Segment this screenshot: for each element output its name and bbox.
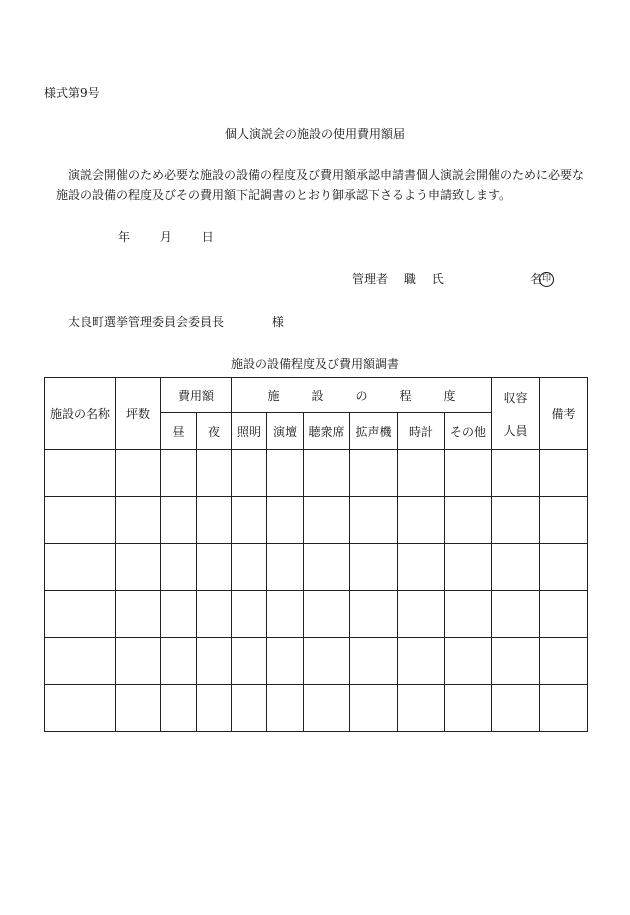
header-cost: 費用額	[161, 378, 232, 413]
table-cell[interactable]	[232, 450, 267, 497]
body-text-line-1: 演説会開催のため必要な施設の設備の程度及び費用額承認申請書個人演説会開催のために必要な	[68, 168, 585, 182]
table-cell[interactable]	[267, 497, 304, 544]
table-cell[interactable]	[45, 638, 116, 685]
header-capacity	[492, 378, 540, 450]
table-cell[interactable]	[197, 450, 232, 497]
date-month: 月	[159, 230, 172, 244]
table-cell[interactable]	[540, 497, 588, 544]
table-cell[interactable]	[398, 450, 445, 497]
table-cell[interactable]	[350, 497, 398, 544]
table-cell[interactable]	[304, 497, 350, 544]
date-year: 年	[118, 230, 131, 244]
seal-mark: 印	[539, 272, 554, 287]
table-cell[interactable]	[445, 591, 492, 638]
table-cell[interactable]	[350, 544, 398, 591]
table-cell[interactable]	[492, 591, 540, 638]
table-cell[interactable]	[197, 544, 232, 591]
table-row	[45, 638, 588, 685]
table-cell[interactable]	[492, 497, 540, 544]
header-area: 坪数	[116, 378, 161, 450]
table-cell[interactable]	[197, 591, 232, 638]
table-row	[45, 497, 588, 544]
table-cell[interactable]	[350, 638, 398, 685]
table-cell[interactable]	[304, 450, 350, 497]
addressee-title: 太良町選挙管理委員会委員長	[68, 315, 225, 329]
table-cell[interactable]	[232, 497, 267, 544]
table-cell[interactable]	[492, 450, 540, 497]
header-capacity-top: 収容	[503, 390, 528, 405]
table-cell[interactable]	[161, 497, 197, 544]
table-cell[interactable]	[197, 638, 232, 685]
table-cell[interactable]	[350, 591, 398, 638]
table-cell[interactable]	[161, 591, 197, 638]
degree-char: 度	[443, 388, 456, 403]
table-cell[interactable]	[445, 544, 492, 591]
table-cell[interactable]	[398, 685, 445, 732]
header-remarks: 備考	[540, 378, 588, 450]
degree-char: 設	[311, 388, 324, 403]
table-cell[interactable]	[540, 685, 588, 732]
table-cell[interactable]	[267, 638, 304, 685]
table-cell[interactable]	[45, 450, 116, 497]
table-cell[interactable]	[197, 685, 232, 732]
table-cell[interactable]	[398, 638, 445, 685]
table-row	[45, 544, 588, 591]
header-speaker: 拡声機	[350, 413, 398, 450]
table-cell[interactable]	[398, 544, 445, 591]
header-other: その他	[445, 413, 492, 450]
table-cell[interactable]	[116, 638, 161, 685]
table-cell[interactable]	[492, 544, 540, 591]
table-cell[interactable]	[45, 544, 116, 591]
table-row	[45, 685, 588, 732]
header-capacity-bottom: 人員	[503, 423, 528, 438]
body-text-line-2: 施設の設備の程度及びその費用額下記調書のとおり御承認下さるよう申請致します。	[56, 188, 512, 202]
table-cell[interactable]	[304, 591, 350, 638]
table-cell[interactable]	[267, 544, 304, 591]
table-cell[interactable]	[197, 497, 232, 544]
table-cell[interactable]	[540, 591, 588, 638]
header-stage: 演壇	[267, 413, 304, 450]
header-lighting: 照明	[232, 413, 267, 450]
table-cell[interactable]	[540, 544, 588, 591]
table-cell[interactable]	[267, 591, 304, 638]
addressee-honorific: 様	[271, 315, 284, 329]
date-row	[118, 228, 240, 245]
table-cell[interactable]	[161, 450, 197, 497]
table-cell[interactable]	[161, 638, 197, 685]
document-title: 個人演説会の施設の使用費用額届	[224, 127, 405, 141]
table-cell[interactable]	[232, 685, 267, 732]
table-cell[interactable]	[116, 685, 161, 732]
header-seats: 聴衆席	[304, 413, 350, 450]
table-cell[interactable]	[350, 450, 398, 497]
addressee-row	[68, 313, 284, 330]
facility-cost-table	[44, 377, 588, 732]
header-facility-degree	[232, 378, 492, 413]
table-cell[interactable]	[116, 450, 161, 497]
table-cell[interactable]	[116, 591, 161, 638]
table-cell[interactable]	[45, 497, 116, 544]
administrator-label: 管理者	[352, 272, 389, 286]
table-cell[interactable]	[540, 638, 588, 685]
table-cell[interactable]	[350, 685, 398, 732]
table-cell[interactable]	[232, 544, 267, 591]
header-facility-name: 施設の名称	[45, 378, 116, 450]
administrator-row	[352, 270, 444, 287]
table-row	[45, 450, 588, 497]
table-cell[interactable]	[116, 544, 161, 591]
table-title: 施設の設備程度及び費用額調書	[230, 357, 399, 371]
table-cell[interactable]	[304, 544, 350, 591]
name-seal-area	[530, 270, 554, 287]
table-cell[interactable]	[492, 685, 540, 732]
header-day: 昼	[161, 413, 197, 450]
table-row	[45, 591, 588, 638]
header-night: 夜	[197, 413, 232, 450]
table-cell[interactable]	[540, 450, 588, 497]
table-cell[interactable]	[267, 685, 304, 732]
table-cell[interactable]	[445, 497, 492, 544]
table-cell[interactable]	[304, 638, 350, 685]
table-cell[interactable]	[398, 497, 445, 544]
table-cell[interactable]	[45, 685, 116, 732]
table-cell[interactable]	[445, 685, 492, 732]
table-cell[interactable]	[445, 638, 492, 685]
table-cell[interactable]	[492, 638, 540, 685]
form-number: 様式第9号	[44, 86, 100, 100]
table-cell[interactable]	[304, 685, 350, 732]
table-cell[interactable]	[232, 638, 267, 685]
table-header-row-1	[45, 378, 588, 413]
table-cell[interactable]	[267, 450, 304, 497]
degree-char: 施	[267, 388, 280, 403]
table-cell[interactable]	[232, 591, 267, 638]
date-day: 日	[201, 230, 214, 244]
table-cell[interactable]	[445, 450, 492, 497]
administrator-position: 職	[403, 272, 416, 286]
administrator-name-label: 名	[530, 272, 543, 286]
table-cell[interactable]	[45, 591, 116, 638]
table-cell[interactable]	[161, 544, 197, 591]
administrator-surname-label: 氏	[431, 272, 444, 286]
table-cell[interactable]	[398, 591, 445, 638]
table-cell[interactable]	[116, 497, 161, 544]
table-cell[interactable]	[161, 685, 197, 732]
degree-char: 程	[399, 388, 412, 403]
degree-char: の	[355, 388, 368, 403]
header-clock: 時計	[398, 413, 445, 450]
